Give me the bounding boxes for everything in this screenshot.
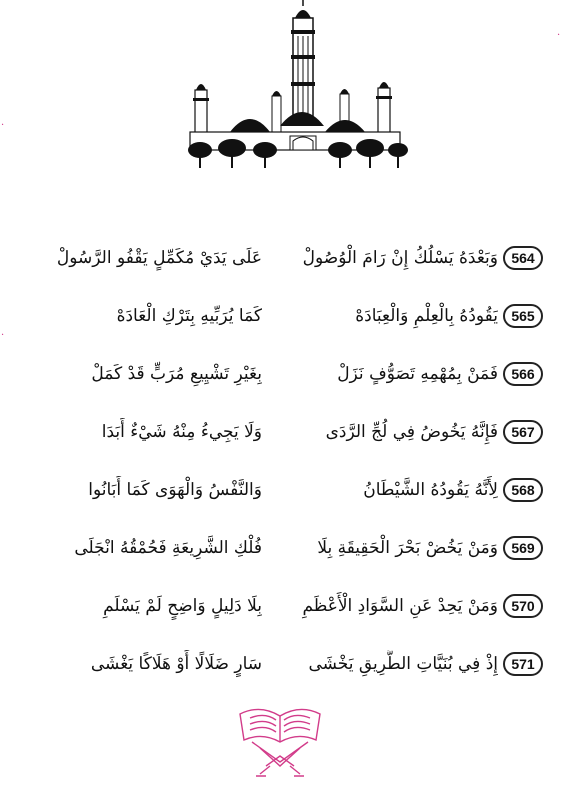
verse-second-hemistich: فُلْكِ الشَّرِيعَةِ فَحُمْقُهُ انْجَلَى (74, 538, 262, 558)
verse-second-hemistich: كَمَا يُرَبِّيهِ بِتَرْكِ الْعَادَهْ (116, 306, 262, 326)
verse-first-hemistich: فَمَنْ بِمُهْمِهِ تَصَوُّفٍ نَزَلْ (337, 364, 498, 384)
verse-second-hemistich: بِغَيْرِ تَشْيِيعِ مُرَبٍّ قَدْ كَمَلْ (91, 364, 262, 384)
verse-number-badge: 571 (503, 652, 543, 676)
verse-row (0, 360, 565, 400)
verse-number-badge: 565 (503, 304, 543, 328)
mosque-with-minarets-icon (160, 0, 410, 178)
verse-number-badge: 564 (503, 246, 543, 270)
verse-first-hemistich: وَبَعْدَهُ يَسْلُكُ إِنْ رَامَ الْوُصُولْ (302, 248, 498, 268)
verse-row (0, 302, 565, 342)
verse-second-hemistich: بِلَا دَلِيلٍ وَاضِحٍ لَمْ يَسْلَمِ (103, 596, 262, 616)
edge-mark: · (557, 30, 561, 41)
verse-second-hemistich: عَلَى يَدَيْ مُكَمِّلٍ يَقْفُو الرَّسُولْ (56, 248, 262, 268)
verse-first-hemistich: وَمَنْ يَخُضْ بَحْرَ الْحَقِيقَةِ بِلَا (317, 538, 498, 558)
edge-mark: · (1, 330, 5, 341)
verse-second-hemistich: وَالنَّفْسُ وَالْهَوَى كَمَا أَبَانُوا (88, 480, 262, 500)
verse-first-hemistich: يَقُودُهُ بِالْعِلْمِ وَالْعِبَادَهْ (355, 306, 498, 326)
verse-row (0, 650, 565, 690)
verse-first-hemistich: إِذْ فِي بُنَيَّاتِ الطَّرِيقِ يَخْشَى (308, 654, 498, 674)
verse-number-badge: 567 (503, 420, 543, 444)
verse-row (0, 592, 565, 632)
verse-row (0, 244, 565, 284)
verse-first-hemistich: وَمَنْ يَحِدْ عَنِ السَّوَادِ الْأَعْظَمِ (302, 596, 498, 616)
verse-second-hemistich: سَارٍ ضَلَالًا أَوْ هَلَاكًا يَغْشَى (90, 654, 262, 674)
verse-number-badge: 566 (503, 362, 543, 386)
edge-mark: · (1, 120, 5, 131)
verse-number-badge: 568 (503, 478, 543, 502)
verse-row (0, 418, 565, 458)
verse-row (0, 476, 565, 516)
verse-second-hemistich: وَلَا يَجِيءُ مِنْهُ شَيْءٌ أَبَدَا (101, 422, 262, 442)
verse-first-hemistich: لِأَنَّهُ يَقُودُهُ الشَّيْطَانُ (363, 480, 498, 500)
verse-first-hemistich: فَإِنَّهُ يَخُوضُ فِي لُجِّ الرَّدَى (325, 422, 498, 442)
verse-row (0, 534, 565, 574)
quran-on-stand-icon (230, 696, 330, 782)
verse-number-badge: 570 (503, 594, 543, 618)
verse-number-badge: 569 (503, 536, 543, 560)
